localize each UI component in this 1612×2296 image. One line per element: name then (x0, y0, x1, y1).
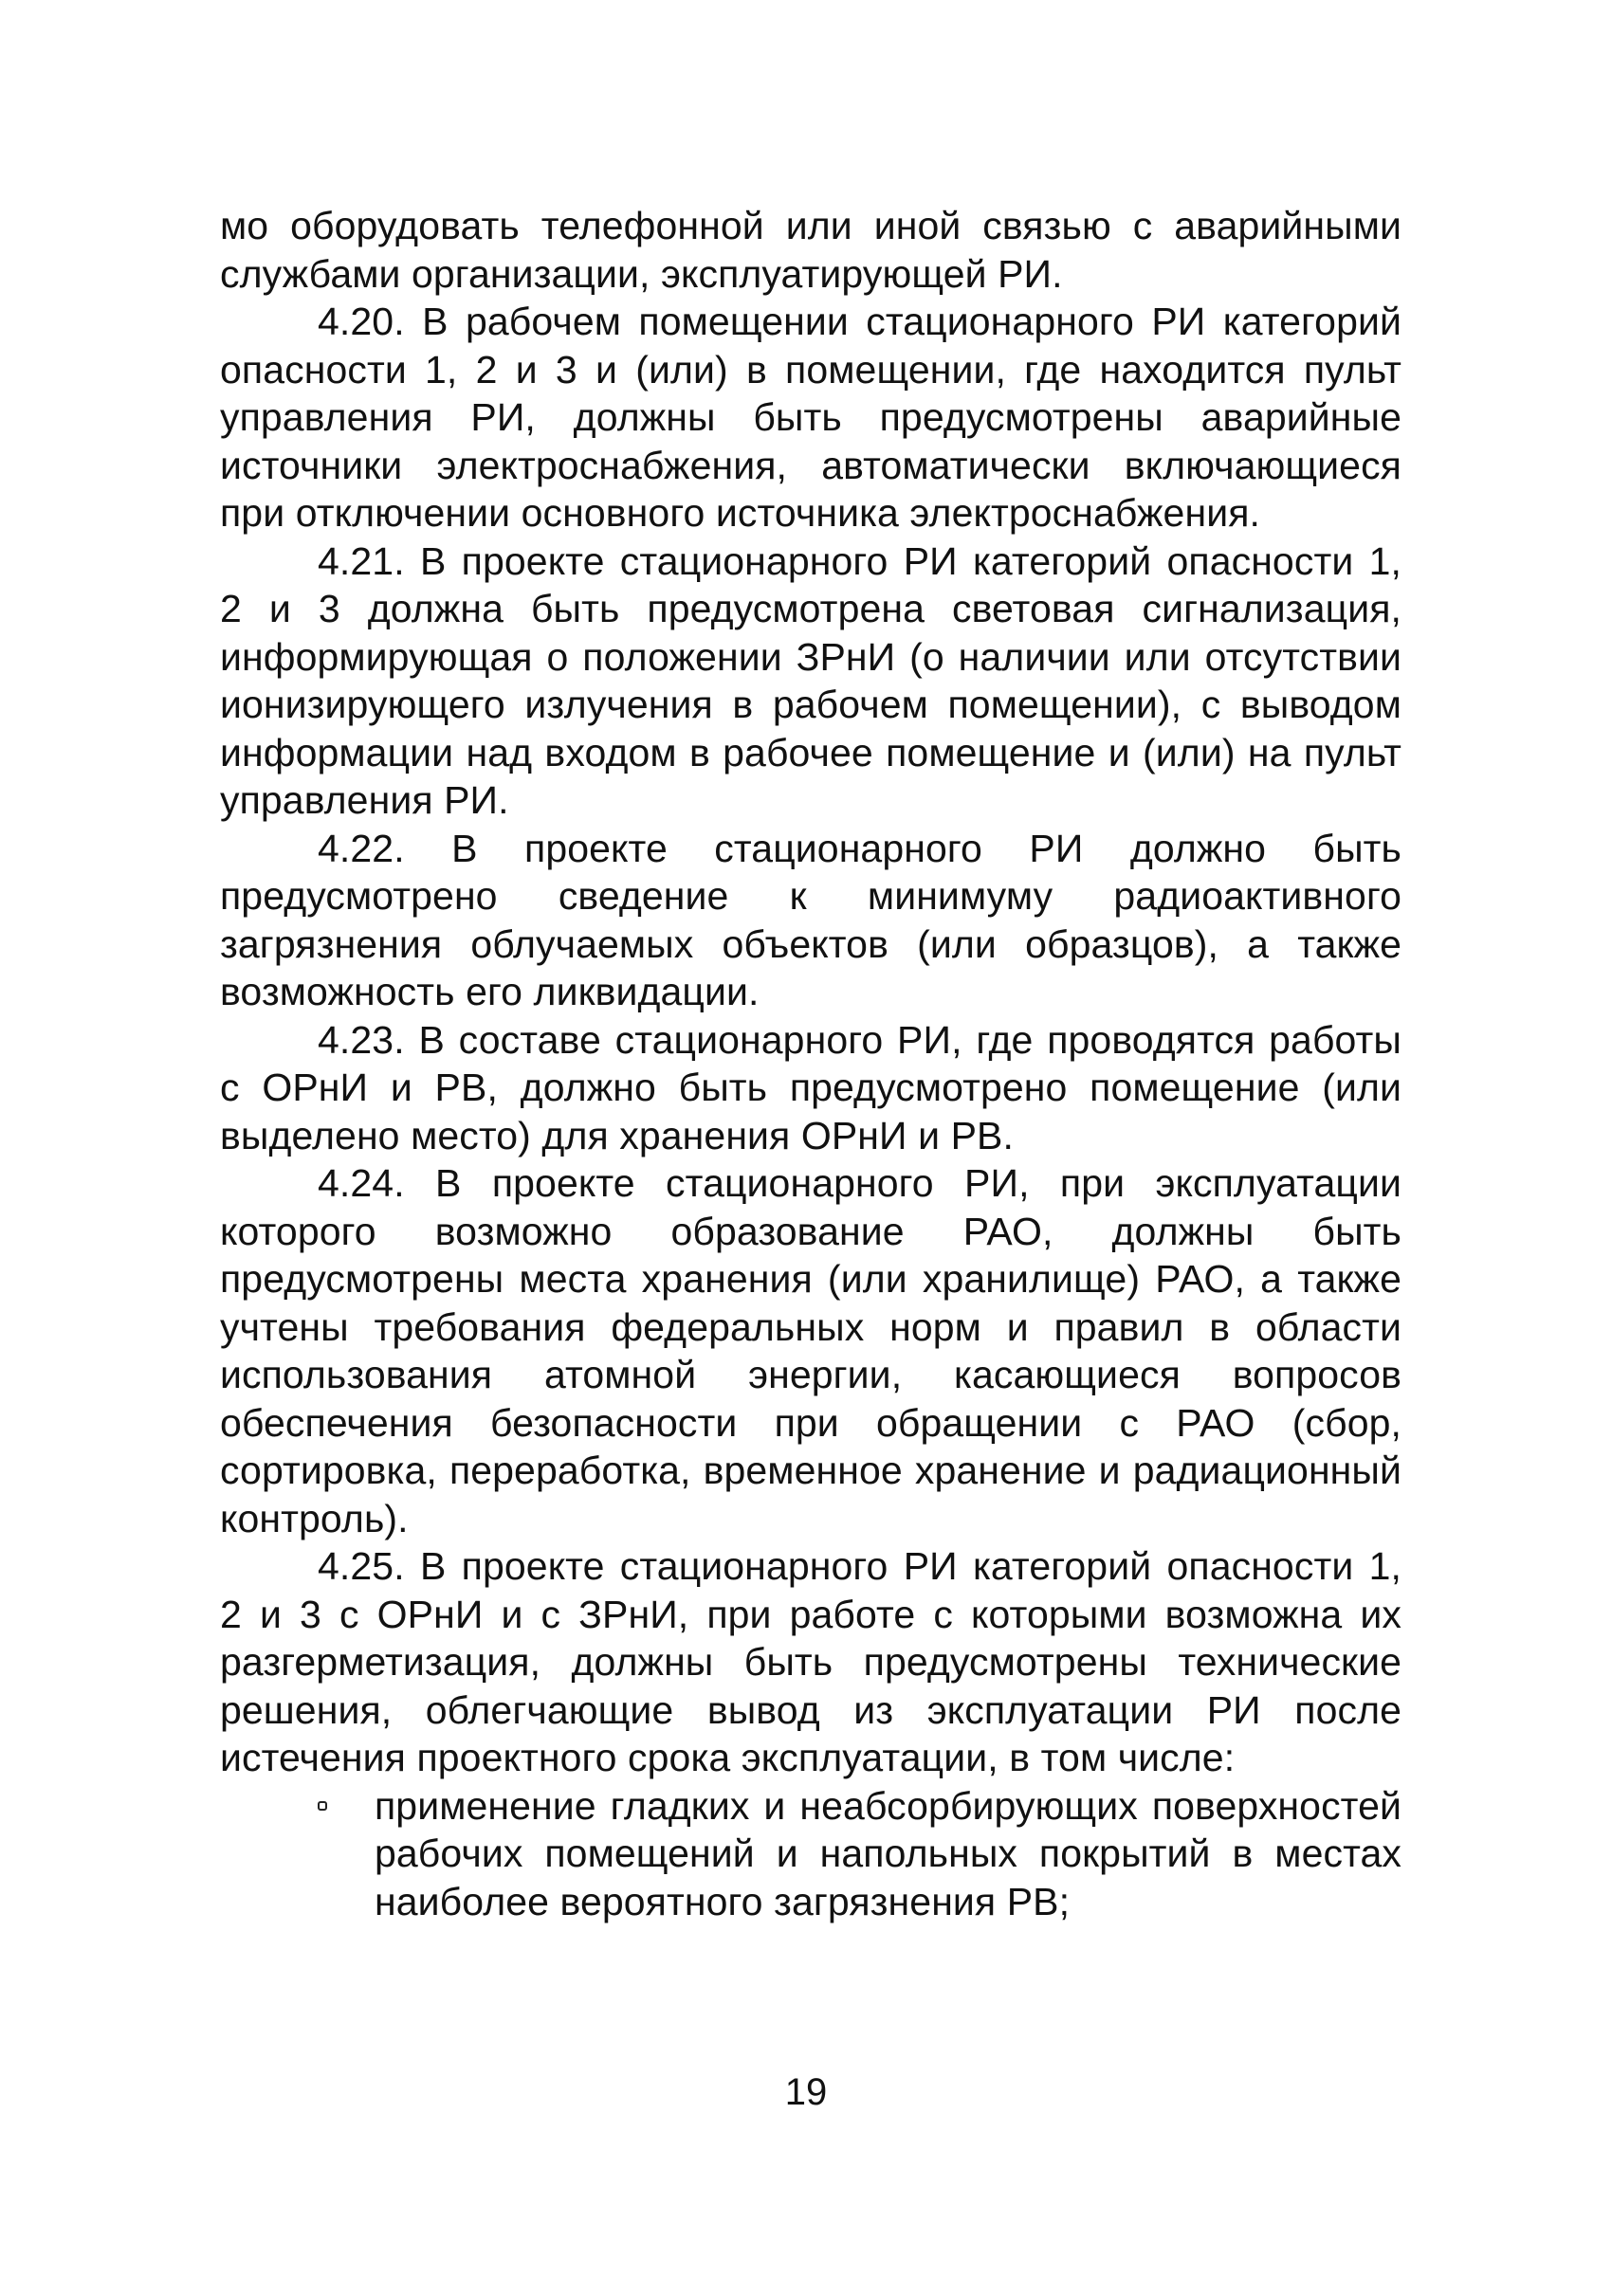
paragraph-4-22: 4.22. В проекте стационарного РИ должно быть предусмотрено сведение к минимуму радиоактивного загрязнения облучаемых объектов (или образцов), а также возможность его ликвидации. (220, 826, 1401, 1013)
paragraph-4-23: 4.23. В составе стационарного РИ, где проводятся работы с ОРнИ и РВ, должно быть предусмотрено помещение (или выделено место) для хранения ОРнИ и РВ. (220, 1017, 1401, 1157)
paragraph-4-21: 4.21. В проекте стационарного РИ категорий опасности 1, 2 и 3 должна быть предусмотрена световая сигнализация, информирующая о положении ЗРнИ (о наличии или отсутствии ионизирующего излучения в рабочем помещении), с выводом информации над входом в рабочее помещение и (или) на пульт управления РИ. (220, 538, 1401, 822)
body-text (220, 202, 1401, 1925)
bullet-list (220, 1782, 1401, 1926)
page-number: 19 (784, 2071, 828, 2113)
bullet-square-icon (318, 1801, 327, 1811)
continuation-paragraph: мо оборудовать телефонной или иной связью с аварийными службами организации, эксплуатирующей РИ. (220, 204, 1401, 296)
list-item (220, 1782, 1401, 1926)
paragraph-4-20: 4.20. В рабочем помещении стационарного РИ категорий опасности 1, 2 и 3 и (или) в помещении, где находится пульт управления РИ, должны быть предусмотрены аварийные источники электроснабжения, автоматически включающиеся при отключении основного источника электроснабжения. (220, 300, 1401, 535)
list-item-text: применение гладких и неабсорбирующих поверхностей рабочих помещений и напольных покрытий в местах наиболее вероятного загрязнения РВ; (375, 1783, 1401, 1923)
paragraph-4-24: 4.24. В проекте стационарного РИ, при эксплуатации которого возможно образование РАО, должны быть предусмотрены места хранения (или хранилище) РАО, а также учтены требования федеральных норм и правил в области использования атомной энергии, касающиеся вопросов обеспечения безопасности при обращении с РАО (сбор, сортировка, переработка, временное хранение и радиационный контроль). (220, 1161, 1401, 1540)
paragraph-4-25: 4.25. В проекте стационарного РИ категорий опасности 1, 2 и 3 с ОРнИ и с ЗРнИ, при работе с которыми возможна их разгерметизация, должны быть предусмотрены технические решения, облегчающие вывод из эксплуатации РИ после истечения проектного срока эксплуатации, в том числе: (220, 1544, 1401, 1779)
